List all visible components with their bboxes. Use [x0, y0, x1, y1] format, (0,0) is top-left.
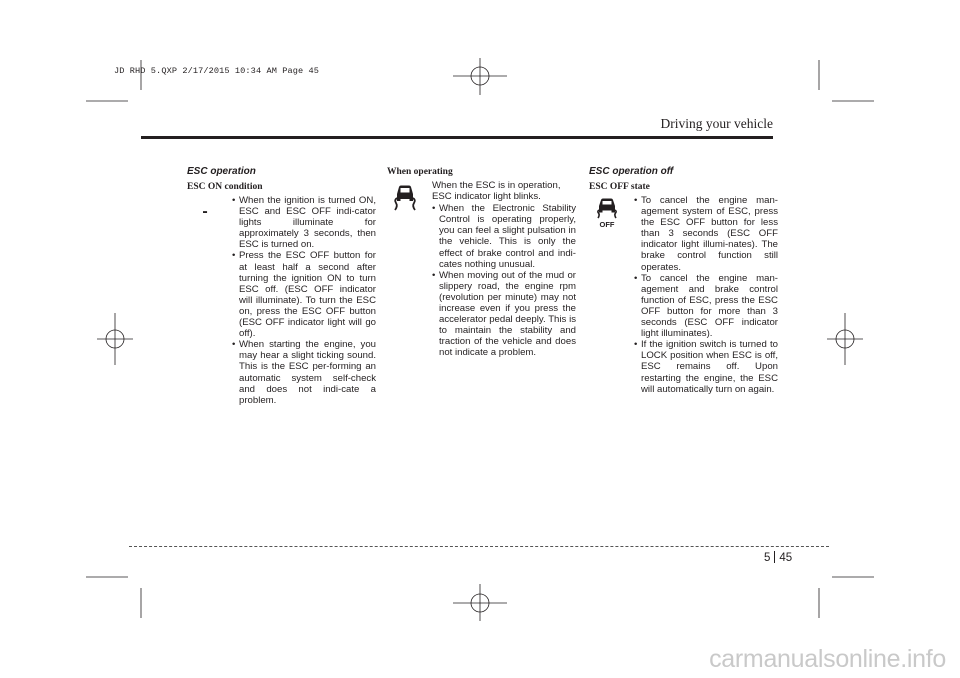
subhead-esc-on-condition: ESC ON condition [187, 182, 263, 192]
intro-text: When the ESC is in operation, ESC indicator light blinks. [432, 180, 561, 203]
esc-skid-icon-svg [388, 182, 422, 212]
esc-off-icon [589, 197, 625, 227]
chapter-number: 5 [764, 552, 771, 564]
esc-on-icon [187, 197, 223, 227]
list-item: • When moving out of the mud or slippery road, the engine rpm (revolution per minute) may not increase even if you press the accelerator pedal deeply. This is to maintain the stability and traction of the vehicle and does not indicate a problem. [432, 269, 576, 359]
esc-on-icon-glyph: - [202, 203, 208, 220]
column-esc-operation [187, 166, 376, 406]
list-item: • To cancel the engine man-agement system of ESC, press the ESC OFF button for less than 3 seconds (ESC OFF indicator light illumi-nates). The brake control function still operates. [634, 195, 778, 273]
esc-off-icon-label: OFF [599, 220, 615, 228]
heading-esc-operation: ESC operation [187, 166, 256, 177]
list-item: • To cancel the engine man-agement and brake control function of ESC, press the ESC OFF button for more than 3 seconds (ESC OFF indicator light illuminates). [634, 272, 778, 340]
registration-target-top [453, 58, 507, 95]
page-number-value: 45 [779, 552, 793, 564]
section-title: Driving your vehicle [660, 116, 773, 131]
heading-esc-operation-off: ESC operation off [589, 166, 674, 177]
watermark: carmanualsonline.info [709, 645, 946, 673]
registration-target-left [97, 313, 133, 365]
list-item: • When starting the engine, you may hear a slight ticking sound. This is the ESC per-forming an automatic system self-check and does not indi-cate a problem. [232, 339, 376, 406]
column-when-operating [387, 166, 576, 359]
list-item: • When the Electronic Stability Control is operating properly, you can feel a slight pulsation in the vehicle. This is only the effect of brake control and indi-cates nothing unusual. [432, 203, 576, 270]
page-number [764, 551, 792, 564]
esc-skid-icon [387, 182, 423, 212]
registration-target-bottom [453, 584, 507, 621]
registration-target-right [827, 313, 863, 365]
header-rule [141, 136, 773, 139]
subhead-esc-off-state: ESC OFF state [589, 182, 650, 192]
list-item: • If the ignition switch is turned to LOCK position when ESC is off, ESC remains off. Upon restarting the engine, the ESC will automatically turn on again. [634, 339, 778, 395]
footer-rule [129, 546, 829, 547]
list-item: • Press the ESC OFF button for at least half a second after turning the ignition ON to turn ESC off. (ESC OFF indicator will illuminate). To turn the ESC on, press the ESC OFF button (ESC OFF indicator light will go off). [232, 250, 376, 340]
print-slug: JD RHD 5.QXP 2/17/2015 10:34 AM Page 45 [114, 66, 320, 76]
esc-off-icon-svg [590, 196, 624, 228]
column-esc-operation-off [589, 166, 778, 395]
list-item: • When the ignition is turned ON, ESC and ESC OFF indi-cator lights illuminate for approximately 3 seconds, then ESC is turned on. [232, 195, 376, 251]
subhead-when-operating: When operating [387, 167, 453, 177]
